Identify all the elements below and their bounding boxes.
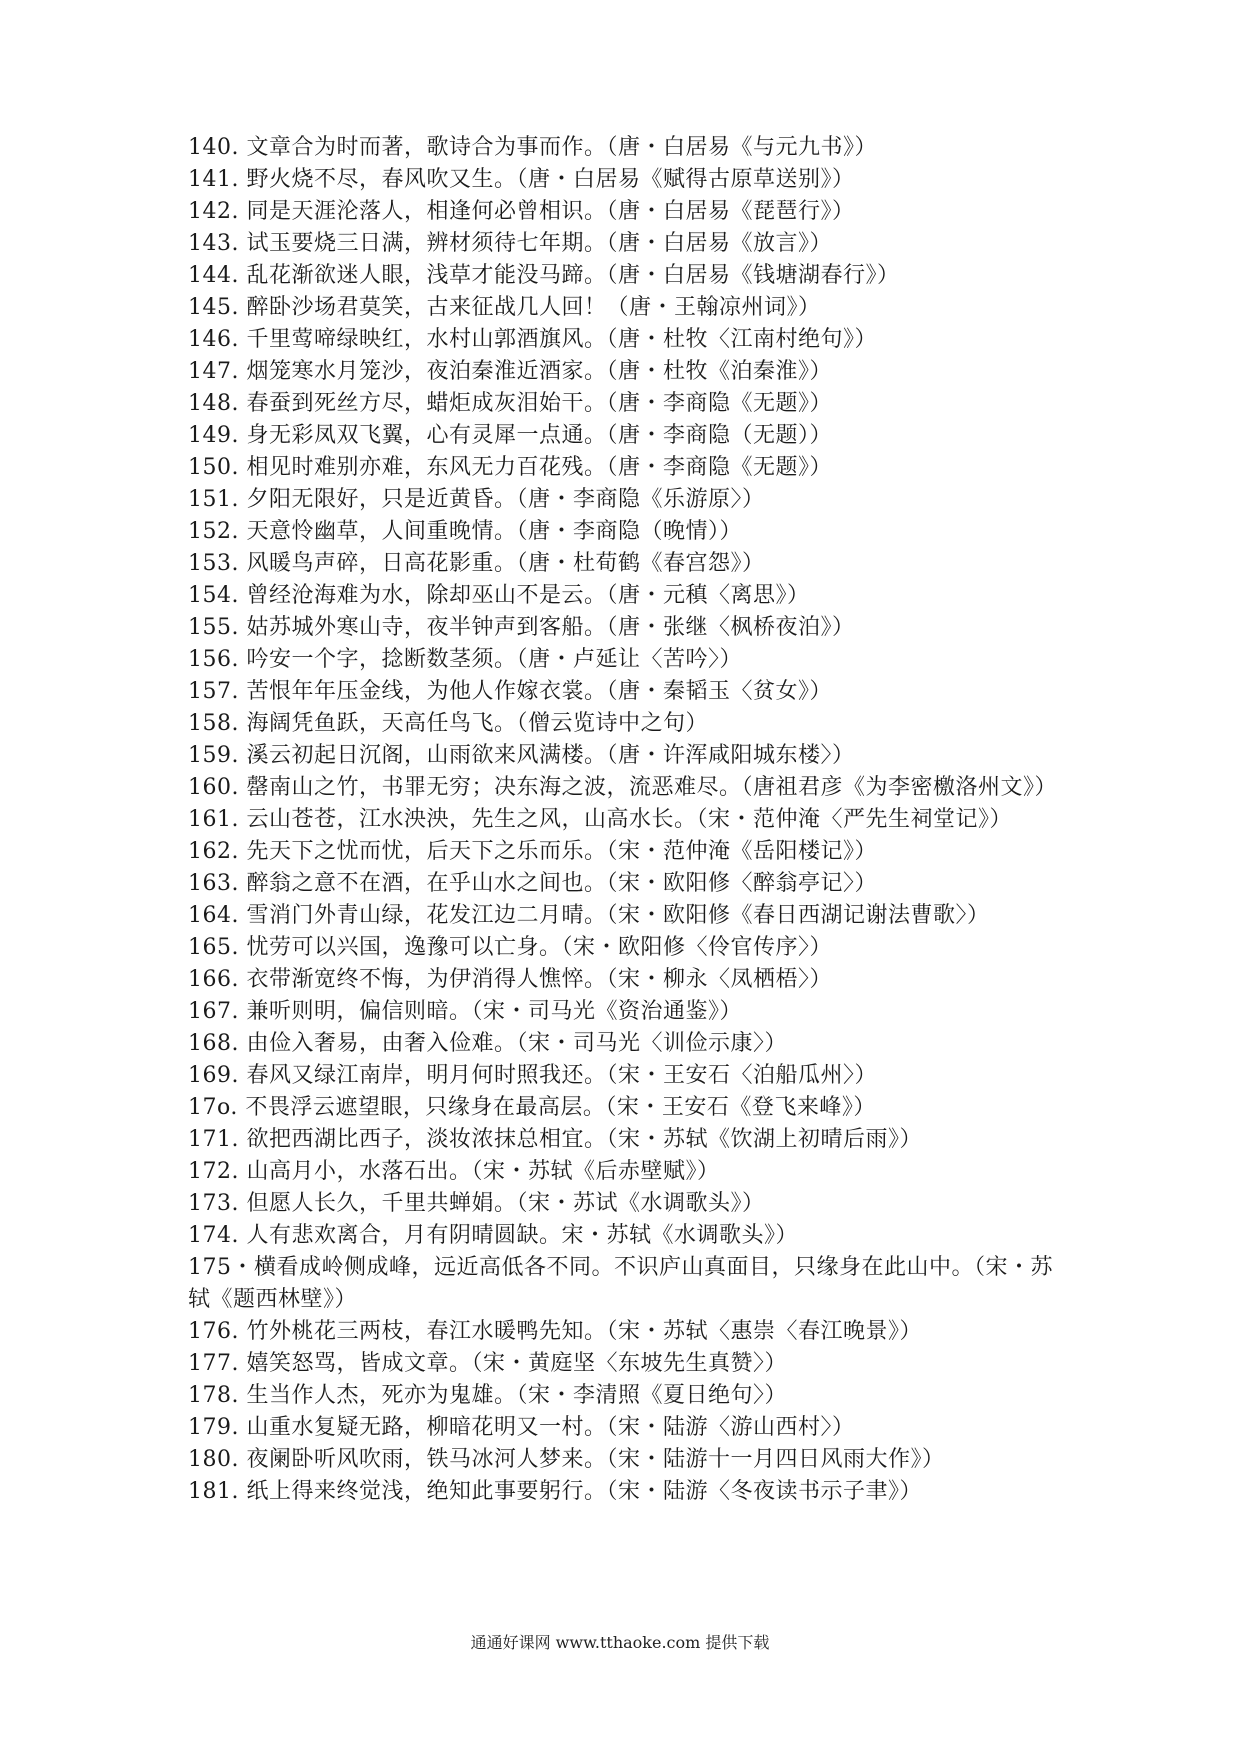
entry-number: 167.: [188, 999, 239, 1024]
page-footer: 通通好课网 www.tthaoke.com 提供下载: [470, 1633, 770, 1652]
entry-number: 17o.: [188, 1095, 238, 1120]
entry-number: 172.: [188, 1159, 239, 1184]
entry-text: 夜阑卧听风吹雨，铁马冰河人梦来。（宋・陆游十一月四日风雨大作》）: [246, 1447, 945, 1472]
entry-text: 春风又绿江南岸，明月何时照我还。（宋・王安石〈泊船瓜州〉）: [246, 1063, 877, 1088]
quote-entry-170: [188, 1092, 1068, 1124]
quote-entry-173: [188, 1188, 1068, 1220]
quote-entry-168: [188, 1028, 1068, 1060]
quote-entry-166: [188, 964, 1068, 996]
entry-text: 姑苏城外寒山寺，夜半钟声到客船。（唐・张继〈枫桥夜泊》）: [246, 615, 855, 640]
quote-entry-176: [188, 1316, 1068, 1348]
quote-entry-159: [188, 740, 1068, 772]
entry-number: 173.: [188, 1191, 239, 1216]
entry-text: 人有悲欢离合，月有阴晴圆缺。宋・苏轼《水调歌头》）: [246, 1223, 798, 1248]
quote-entry-140: [188, 132, 1068, 164]
entry-text: 云山苍苍，江水泱泱，先生之风，山高水长。（宋・范仲淹〈严先生祠堂记》）: [246, 807, 1012, 832]
entry-number: 153.: [188, 551, 239, 576]
quote-entry-153: [188, 548, 1068, 580]
quote-entry-181: [188, 1476, 1068, 1508]
entry-number: 159.: [188, 743, 239, 768]
entry-text: 试玉要烧三日满，辨材须待七年期。（唐・白居易《放言》）: [246, 231, 832, 256]
quote-entry-163: [188, 868, 1068, 900]
quote-entry-177: [188, 1348, 1068, 1380]
entry-number: 158.: [188, 711, 239, 736]
entry-text: 相见时难别亦难，东风无力百花残。（唐・李商隐《无题》）: [246, 455, 832, 480]
entry-text: 文章合为时而著，歌诗合为事而作。（唐・白居易《与元九书》）: [246, 135, 877, 160]
entry-text: 雪消门外青山绿，花发江边二月晴。（宋・欧阳修《春日西湖记谢法曹歌〉）: [246, 903, 990, 928]
quote-entry-178: [188, 1380, 1068, 1412]
quote-entry-150: [188, 452, 1068, 484]
entry-text: 吟安一个字，捻断数茎须。（唐・卢延让〈苦吟〉）: [246, 647, 742, 672]
quote-entry-171: [188, 1124, 1068, 1156]
entry-number: 178.: [188, 1383, 239, 1408]
quote-entry-155: [188, 612, 1068, 644]
entry-number: 147.: [188, 359, 239, 384]
entry-number: 143.: [188, 231, 239, 256]
entry-text: 夕阳无限好，只是近黄昏。（唐・李商隐《乐游原〉）: [246, 487, 765, 512]
quote-entry-165: [188, 932, 1068, 964]
entry-text: 苦恨年年压金线，为他人作嫁衣裳。（唐・秦韬玉〈贫女》）: [246, 679, 832, 704]
entry-text: 兼听则明，偏信则暗。（宋・司马光《资治通鉴》）: [246, 999, 742, 1024]
entry-number: 145.: [188, 295, 239, 320]
entry-text: 不畏浮云遮望眼，只缘身在最高层。（宋・王安石《登飞来峰》）: [245, 1095, 876, 1120]
entry-text: 欲把西湖比西子，淡妆浓抹总相宜。（宋・苏轼《饮湖上初晴后雨》）: [246, 1127, 922, 1152]
quote-entry-154: [188, 580, 1068, 612]
quote-entry-175: [188, 1252, 1068, 1316]
quote-entry-174: [188, 1220, 1068, 1252]
entry-number: 176.: [188, 1319, 239, 1344]
quote-entry-151: [188, 484, 1068, 516]
entry-number: 142.: [188, 199, 239, 224]
entry-number: 180.: [188, 1447, 239, 1472]
entry-text: 千里莺啼绿映红，水村山郭酒旗风。（唐・杜牧〈江南村绝句》）: [246, 327, 877, 352]
entry-text: 衣带渐宽终不悔，为伊消得人憔悴。（宋・柳永〈凤栖梧〉）: [246, 967, 832, 992]
quote-entry-144: [188, 260, 1068, 292]
entry-number: 165.: [188, 935, 239, 960]
entry-number: 181.: [188, 1479, 239, 1504]
entry-number: 160.: [188, 775, 239, 800]
entry-number: 156.: [188, 647, 239, 672]
quote-entry-147: [188, 356, 1068, 388]
entry-number: 169.: [188, 1063, 239, 1088]
entry-text: 山重水复疑无路，柳暗花明又一村。（宋・陆游〈游山西村〉）: [246, 1415, 855, 1440]
quote-entry-157: [188, 676, 1068, 708]
entry-text: 海阔凭鱼跃，天高任鸟飞。（僧云览诗中之句）: [246, 711, 708, 736]
entry-number: 154.: [188, 583, 239, 608]
entry-text: 乱花渐欲迷人眼，浅草才能没马蹄。（唐・白居易《钱塘湖春行》）: [246, 263, 900, 288]
entry-text: 罄南山之竹，书罪无穷；决东海之波，流恶难尽。（唐祖君彦《为李密檄洛州文》）: [246, 775, 1057, 800]
entry-number: 140.: [188, 135, 239, 160]
entry-text: 同是天涯沦落人，相逢何必曾相识。（唐・白居易《琵琶行》）: [246, 199, 855, 224]
entry-text: 竹外桃花三两枝，春江水暖鸭先知。（宋・苏轼〈惠崇〈春江晚景》）: [246, 1319, 922, 1344]
entry-text: 曾经沧海难为水，除却巫山不是云。（唐・元稹〈离思》）: [246, 583, 810, 608]
entry-text: 忧劳可以兴国，逸豫可以亡身。（宋・欧阳修〈伶官传序〉）: [246, 935, 832, 960]
entry-number: 148.: [188, 391, 239, 416]
entry-number: 157.: [188, 679, 239, 704]
entry-number: 161.: [188, 807, 239, 832]
entry-number: 175・: [188, 1255, 254, 1280]
entry-text: 横看成岭侧成峰，远近高低各不同。不识庐山真面目，只缘身在此山中。（宋・苏轼《题西林壁》）: [188, 1255, 1054, 1312]
quote-entry-180: [188, 1444, 1068, 1476]
entry-text: 但愿人长久，千里共蝉娟。（宋・苏试《水调歌头》）: [246, 1191, 765, 1216]
entry-text: 烟笼寒水月笼沙，夜泊秦淮近酒家。（唐・杜牧《泊秦淮》）: [246, 359, 832, 384]
entry-number: 152.: [188, 519, 239, 544]
quote-entry-162: [188, 836, 1068, 868]
entry-text: 醉卧沙场君莫笑，古来征战几人回！（唐・王翰凉州词》）: [246, 295, 821, 320]
quote-entry-167: [188, 996, 1068, 1028]
entry-number: 149.: [188, 423, 239, 448]
entry-number: 179.: [188, 1415, 239, 1440]
entry-number: 141.: [188, 167, 239, 192]
entry-number: 166.: [188, 967, 239, 992]
entry-text: 天意怜幽草，人间重晚情。（唐・李商隐（晚情））: [246, 519, 742, 544]
entry-number: 163.: [188, 871, 239, 896]
quote-entry-172: [188, 1156, 1068, 1188]
entry-text: 溪云初起日沉阁，山雨欲来风满楼。（唐・许浑咸阳城东楼〉）: [246, 743, 855, 768]
quote-entry-164: [188, 900, 1068, 932]
quote-entry-161: [188, 804, 1068, 836]
quote-entry-146: [188, 324, 1068, 356]
entry-number: 171.: [188, 1127, 239, 1152]
entry-number: 146.: [188, 327, 239, 352]
entry-text: 纸上得来终觉浅，绝知此事要躬行。（宋・陆游〈冬夜读书示子聿》）: [246, 1479, 922, 1504]
entry-text: 风暖鸟声碎，日高花影重。（唐・杜荀鹤《春宫怨》）: [246, 551, 765, 576]
quotation-list: [188, 132, 1068, 1508]
quote-entry-179: [188, 1412, 1068, 1444]
quote-entry-149: [188, 420, 1068, 452]
entry-text: 嬉笑怒骂，皆成文章。（宋・黄庭坚〈东坡先生真赞〉）: [246, 1351, 787, 1376]
quote-entry-142: [188, 196, 1068, 228]
entry-number: 164.: [188, 903, 239, 928]
quote-entry-158: [188, 708, 1068, 740]
entry-text: 春蚕到死丝方尽，蜡炬成灰泪始干。（唐・李商隐《无题》）: [246, 391, 832, 416]
entry-number: 162.: [188, 839, 239, 864]
entry-text: 先天下之忧而忧，后天下之乐而乐。（宋・范仲淹《岳阳楼记》）: [246, 839, 877, 864]
entry-number: 144.: [188, 263, 239, 288]
entry-number: 151.: [188, 487, 239, 512]
entry-number: 174.: [188, 1223, 239, 1248]
entry-text: 野火烧不尽，春风吹又生。（唐・白居易《赋得古原草送别》）: [246, 167, 855, 192]
entry-text: 由俭入奢易，由奢入俭难。（宋・司马光〈训俭示康〉）: [246, 1031, 787, 1056]
quote-entry-156: [188, 644, 1068, 676]
quote-entry-145: [188, 292, 1068, 324]
entry-number: 177.: [188, 1351, 239, 1376]
entry-number: 150.: [188, 455, 239, 480]
entry-text: 身无彩凤双飞翼，心有灵犀一点通。（唐・李商隐（无题））: [246, 423, 832, 448]
entry-number: 155.: [188, 615, 239, 640]
entry-number: 168.: [188, 1031, 239, 1056]
quote-entry-152: [188, 516, 1068, 548]
entry-text: 山高月小，水落石出。（宋・苏轼《后赤壁赋》）: [246, 1159, 720, 1184]
quote-entry-143: [188, 228, 1068, 260]
quote-entry-148: [188, 388, 1068, 420]
quote-entry-160: [188, 772, 1068, 804]
quote-entry-169: [188, 1060, 1068, 1092]
entry-text: 醉翁之意不在酒，在乎山水之间也。（宋・欧阳修〈醉翁亭记〉）: [246, 871, 877, 896]
quote-entry-141: [188, 164, 1068, 196]
entry-text: 生当作人杰，死亦为鬼雄。（宋・李清照《夏日绝句〉）: [246, 1383, 787, 1408]
